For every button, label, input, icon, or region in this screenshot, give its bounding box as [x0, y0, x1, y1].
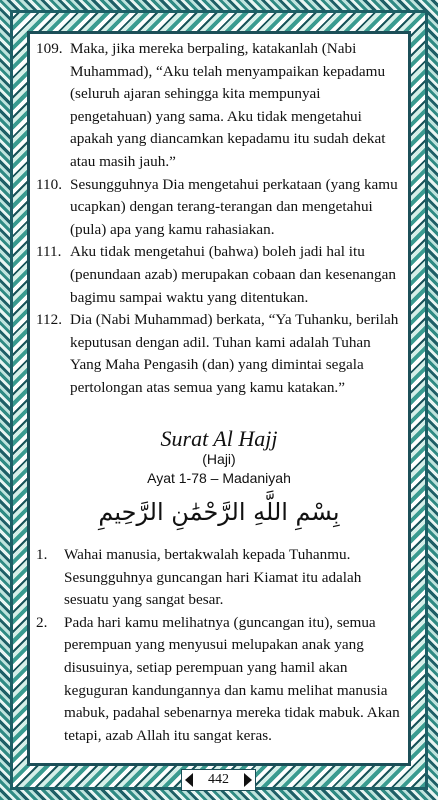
page-navigator	[181, 769, 256, 791]
verse-number: 112.	[36, 311, 63, 329]
verse-111	[36, 241, 402, 309]
next-page-arrow-icon[interactable]	[244, 773, 252, 787]
verse-2	[36, 612, 402, 748]
previous-page-arrow-icon[interactable]	[185, 773, 193, 787]
verse-109	[36, 38, 402, 174]
verse-text: Sesungguhnya Dia mengetahui perkataan (yang kamu ucapkan) dengan terang-terangan dan mengetahui (pula) apa yang kamu rahasiakan.	[70, 175, 398, 238]
verse-112	[36, 309, 402, 399]
surah-info: Ayat 1-78 – Madaniyah	[147, 470, 291, 487]
verse-text: Dia (Nabi Muhammad) berkata, “Ya Tuhanku, berilah keputusan dengan adil. Tuhan kami adalah Tuhan Yang Maha Pengasih (dan) yang dimintai segala pertolongan atas semua yang kamu katakan.”	[70, 311, 399, 396]
verse-110	[36, 174, 402, 242]
basmala: بِسْمِ اللَّهِ الرَّحْمَٰنِ الرَّحِيمِ	[98, 498, 340, 527]
verse-number: 2.	[36, 613, 48, 631]
verse-number: 109.	[36, 40, 63, 57]
verse-text: Maka, jika mereka berpaling, katakanlah (Nabi Muhammad), “Aku telah menyampaikan kepadamu (seluruh ajaran sehingga kita mempunyai pengetahuan) yang sama. Aku tidak mengetahui apakah yang diancamkan kepadamu itu sudah dekat atau masih jauh.”	[70, 40, 386, 170]
verse-text: Aku tidak mengetahui (bahwa) boleh jadi hal itu (penundaan azab) merupakan cobaan dan kesenangan bagimu sampai waktu yang ditentukan.	[70, 243, 396, 306]
verse-text: Wahai manusia, bertakwalah kepada Tuhanmu. Sesungguhnya guncangan hari Kiamat itu adalah sesuatu yang sangat besar.	[64, 546, 362, 609]
verse-1	[36, 544, 402, 612]
surah-title: Surat Al Hajj	[160, 425, 278, 451]
page-number: 442	[208, 772, 229, 787]
verse-number: 111.	[36, 243, 62, 261]
page-content	[30, 34, 408, 763]
verse-number: 110.	[36, 175, 63, 193]
surah-translation: (Haji)	[202, 451, 236, 468]
verse-number: 1.	[36, 546, 48, 564]
verse-text: Pada hari kamu melihatnya (guncangan itu), semua perempuan yang menyusui melupakan anak yang disusuinya, setiap perempuan yang hamil akan keguguran kandungannya dan kamu melihat manusia mabuk, padahal sebenarnya mereka tidak mabuk. Akan tetapi, azab Allah itu sangat keras.	[64, 613, 400, 744]
page-area	[27, 31, 411, 766]
